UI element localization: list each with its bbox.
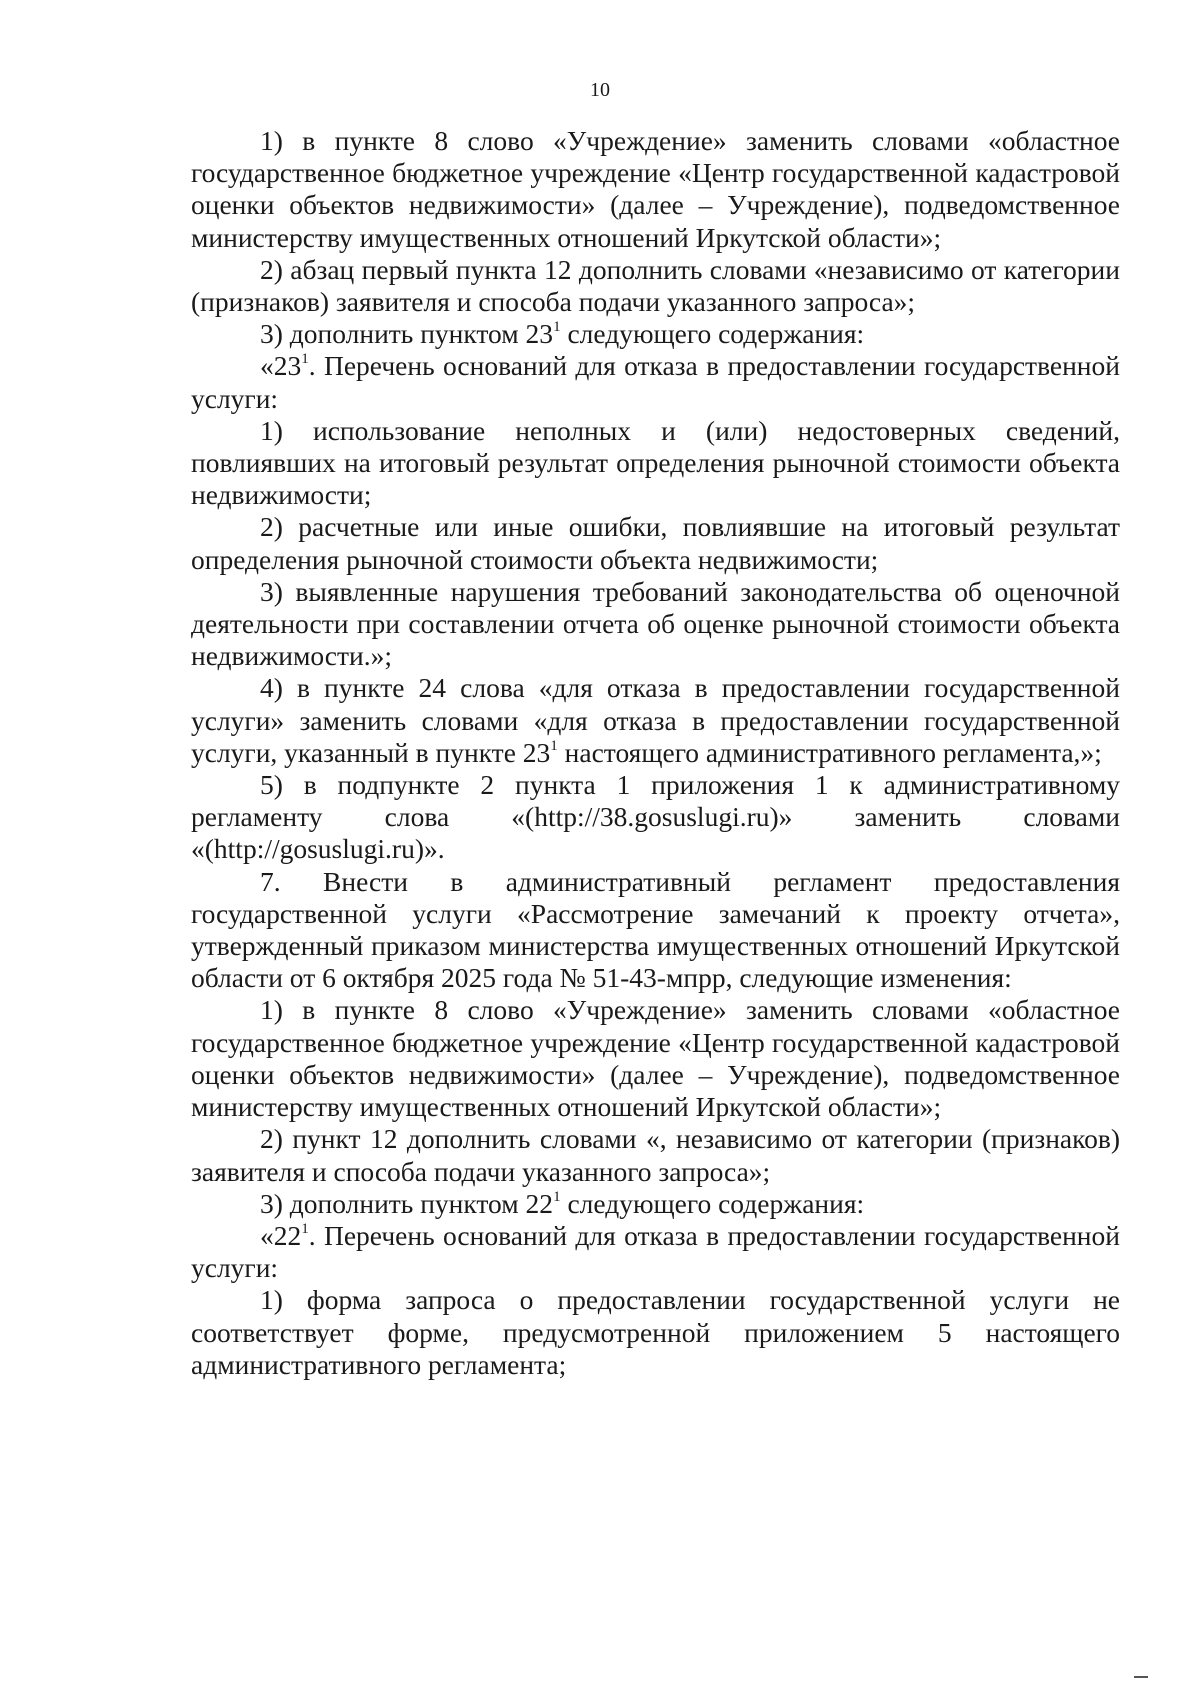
paragraph: 5) в подпункте 2 пункта 1 приложения 1 к административному регламенту слова «(http://38.gosuslugi.ru)» заменить словами «(http://gosuslugi.ru)».	[191, 769, 1120, 865]
paragraph-text: 3) дополнить пунктом 22	[260, 1187, 554, 1219]
paragraph-text: следующего содержания:	[560, 1187, 865, 1219]
paragraph-text: «23	[260, 350, 302, 382]
paragraph: 2) расчетные или иные ошибки, повлиявшие на итоговый результат определения рыночной стоимости объекта недвижимости;	[191, 511, 1120, 575]
paragraph: 1) в пункте 8 слово «Учреждение» заменить словами «областное государственное бюджетное учреждение «Центр государственной кадастровой оценки объектов недвижимости» (далее – Учреждение), подведомственное министерству имущественных отношений Иркутской области»;	[191, 994, 1120, 1123]
paragraph: 1) форма запроса о предоставлении государственной услуги не соответствует форме, предусмотренной приложением 5 настоящего административного регламента;	[191, 1284, 1120, 1380]
paragraph	[191, 350, 1120, 414]
paragraph	[191, 1188, 1120, 1220]
superscript: 1	[553, 1188, 561, 1205]
paragraph-text: следующего содержания:	[560, 318, 865, 350]
document-body	[191, 125, 1120, 1381]
paragraph	[191, 1220, 1120, 1284]
paragraph	[191, 318, 1120, 350]
paragraph: 2) пункт 12 дополнить словами «, независимо от категории (признаков) заявителя и способа подачи указанного запроса»;	[191, 1123, 1120, 1187]
paragraph-text: . Перечень оснований для отказа в предоставлении государственной услуги:	[191, 350, 1120, 414]
paragraph-text: . Перечень оснований для отказа в предоставлении государственной услуги:	[191, 1219, 1120, 1284]
superscript: 1	[553, 319, 561, 336]
paragraph: 7. Внести в административный регламент предоставления государственной услуги «Рассмотрение замечаний к проекту отчета», утвержденный приказом министерства имущественных отношений Иркутской области от 6 октября 2025 года № 51-43-мпрр, следующие изменения:	[191, 865, 1120, 994]
superscript: 1	[301, 1220, 309, 1237]
paragraph-text: настоящего административного регламента,»;	[557, 736, 1102, 768]
superscript: 1	[301, 351, 309, 368]
paragraph: 3) выявленные нарушения требований законодательства об оценочной деятельности при составлении отчета об оценке рыночной стоимости объекта недвижимости.»;	[191, 575, 1120, 672]
superscript: 1	[550, 737, 558, 754]
page-number: 10	[590, 79, 610, 101]
scan-edge-mark	[1134, 1676, 1148, 1678]
paragraph-text: «22	[260, 1219, 302, 1251]
paragraph: 2) абзац первый пункта 12 дополнить словами «независимо от категории (признаков) заявителя и способа подачи указанного запроса»;	[191, 253, 1120, 318]
paragraph-text: 3) дополнить пунктом 23	[260, 318, 554, 350]
paragraph	[191, 672, 1120, 769]
paragraph: 1) использование неполных и (или) недостоверных сведений, повлиявших на итоговый результат определения рыночной стоимости объекта недвижимости;	[191, 414, 1120, 511]
paragraph: 1) в пункте 8 слово «Учреждение» заменить словами «областное государственное бюджетное учреждение «Центр государственной кадастровой оценки объектов недвижимости» (далее – Учреждение), подведомственное министерству имущественных отношений Иркутской области»;	[191, 125, 1120, 253]
paragraph-text: 4) в пункте 24 слова «для отказа в предоставлении государственной услуги» заменить словами «для отказа в предоставлении государственной услуги, указанный в пункте 23	[191, 672, 1120, 768]
